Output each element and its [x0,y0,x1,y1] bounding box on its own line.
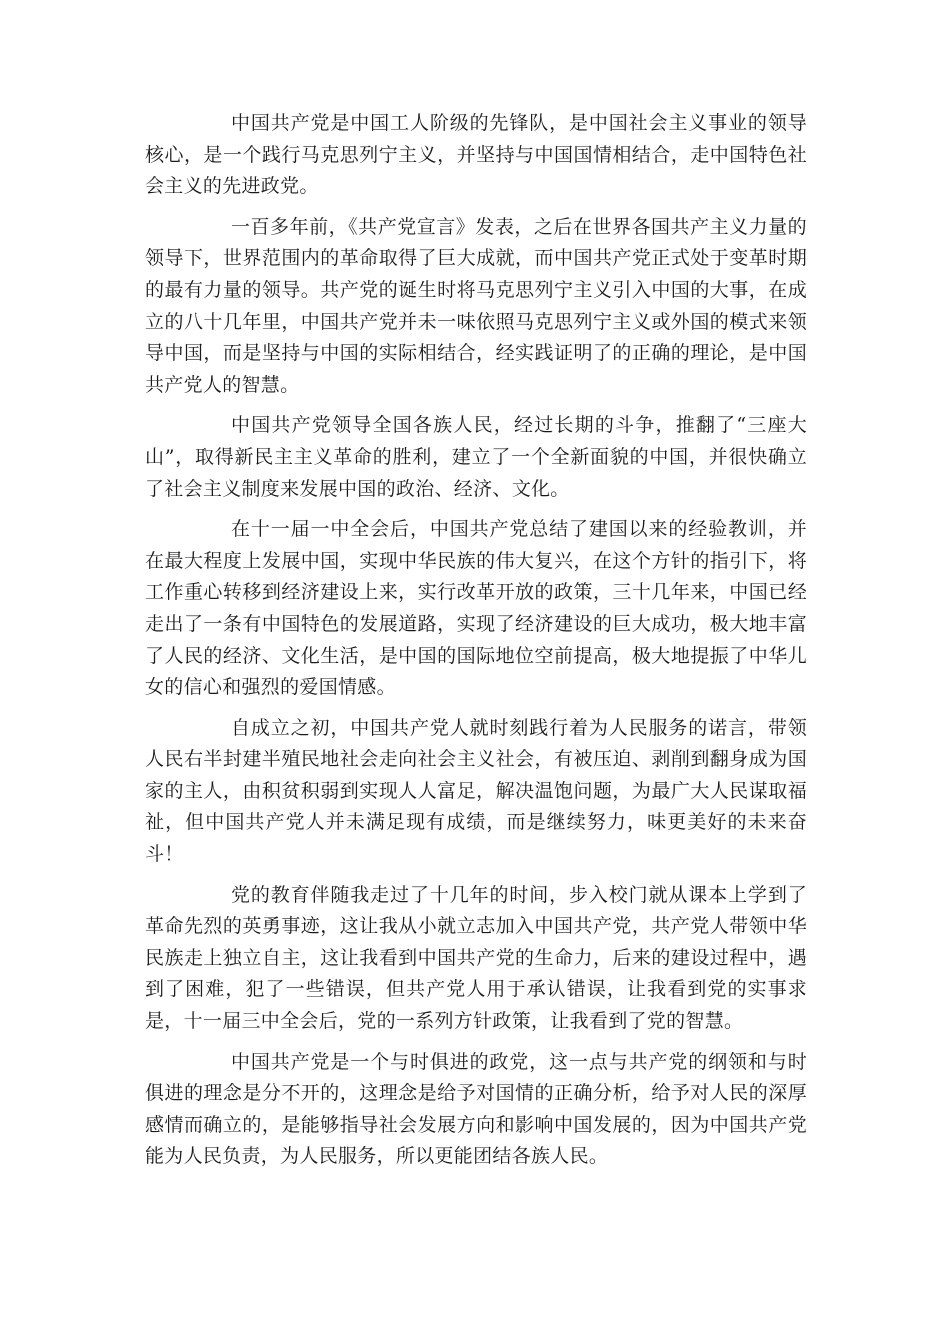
paragraph-2: 一百多年前，《共产党宣言》发表，之后在世界各国共产主义力量的领导下，世界范围内的革命取得了巨大成就，而中国共产党正式处于变革时期的最有力量的领导。共产党的诞生时将马克思列宁主义引入中国的大事，在成立的八十几年里，中国共产党并未一味依照马克思列宁主义或外国的模式来领导中国，而是坚持与中国的实际相结合，经实践证明了的正确的理论，是中国共产党人的智慧。 [145,215,807,396]
paragraph-5: 自成立之初，中国共产党人就时刻践行着为人民服务的诺言，带领人民右半封建半殖民地社会走向社会主义社会，有被压迫、剥削到翻身成为国家的主人，由积贫积弱到实现人人富足，解决温饱问题，为最广大人民谋取福祉，但中国共产党人并未满足现有成绩，而是继续努力，味更美好的未来奋斗！ [145,716,807,866]
paragraph-4: 在十一届一中全会后，中国共产党总结了建国以来的经验教训，并在最大程度上发展中国，实现中华民族的伟大复兴，在这个方针的指引下，将工作重心转移到经济建设上来，实行改革开放的政策，三十几年来，中国已经走出了一条有中国特色的发展道路，实现了经济建设的巨大成功，极大地丰富了人民的经济、文化生活，是中国的国际地位空前提高，极大地提振了中华儿女的信心和强烈的爱国情感。 [145,518,807,699]
paragraph-7: 中国共产党是一个与时俱进的政党，这一点与共产党的纲领和与时俱进的理念是分不开的，这理念是给予对国情的正确分析，给予对人民的深厚感情而确立的，是能够指导社会发展方向和影响中国发展的，因为中国共产党能为人民负责，为人民服务，所以更能团结各族人民。 [145,1050,807,1168]
document-body [145,108,807,1182]
paragraph-1: 中国共产党是中国工人阶级的先锋队，是中国社会主义事业的领导核心，是一个践行马克思列宁主义，并坚持与中国国情相结合，走中国特色社会主义的先进政党。 [145,112,807,198]
paragraph-3: 中国共产党领导全国各族人民，经过长期的斗争，推翻了“三座大山”，取得新民主主义革命的胜利，建立了一个全新面貌的中国，并很快确立了社会主义制度来发展中国的政治、经济、文化。 [145,414,807,500]
paragraph-6: 党的教育伴随我走过了十几年的时间，步入校门就从课本上学到了革命先烈的英勇事迹，这让我从小就立志加入中国共产党，共产党人带领中华民族走上独立自主，这让我看到中国共产党的生命力，后来的建设过程中，遇到了困难，犯了一些错误，但共产党人用于承认错误，让我看到党的实事求是，十一届三中全会后，党的一系列方针政策，让我看到了党的智慧。 [145,883,807,1033]
